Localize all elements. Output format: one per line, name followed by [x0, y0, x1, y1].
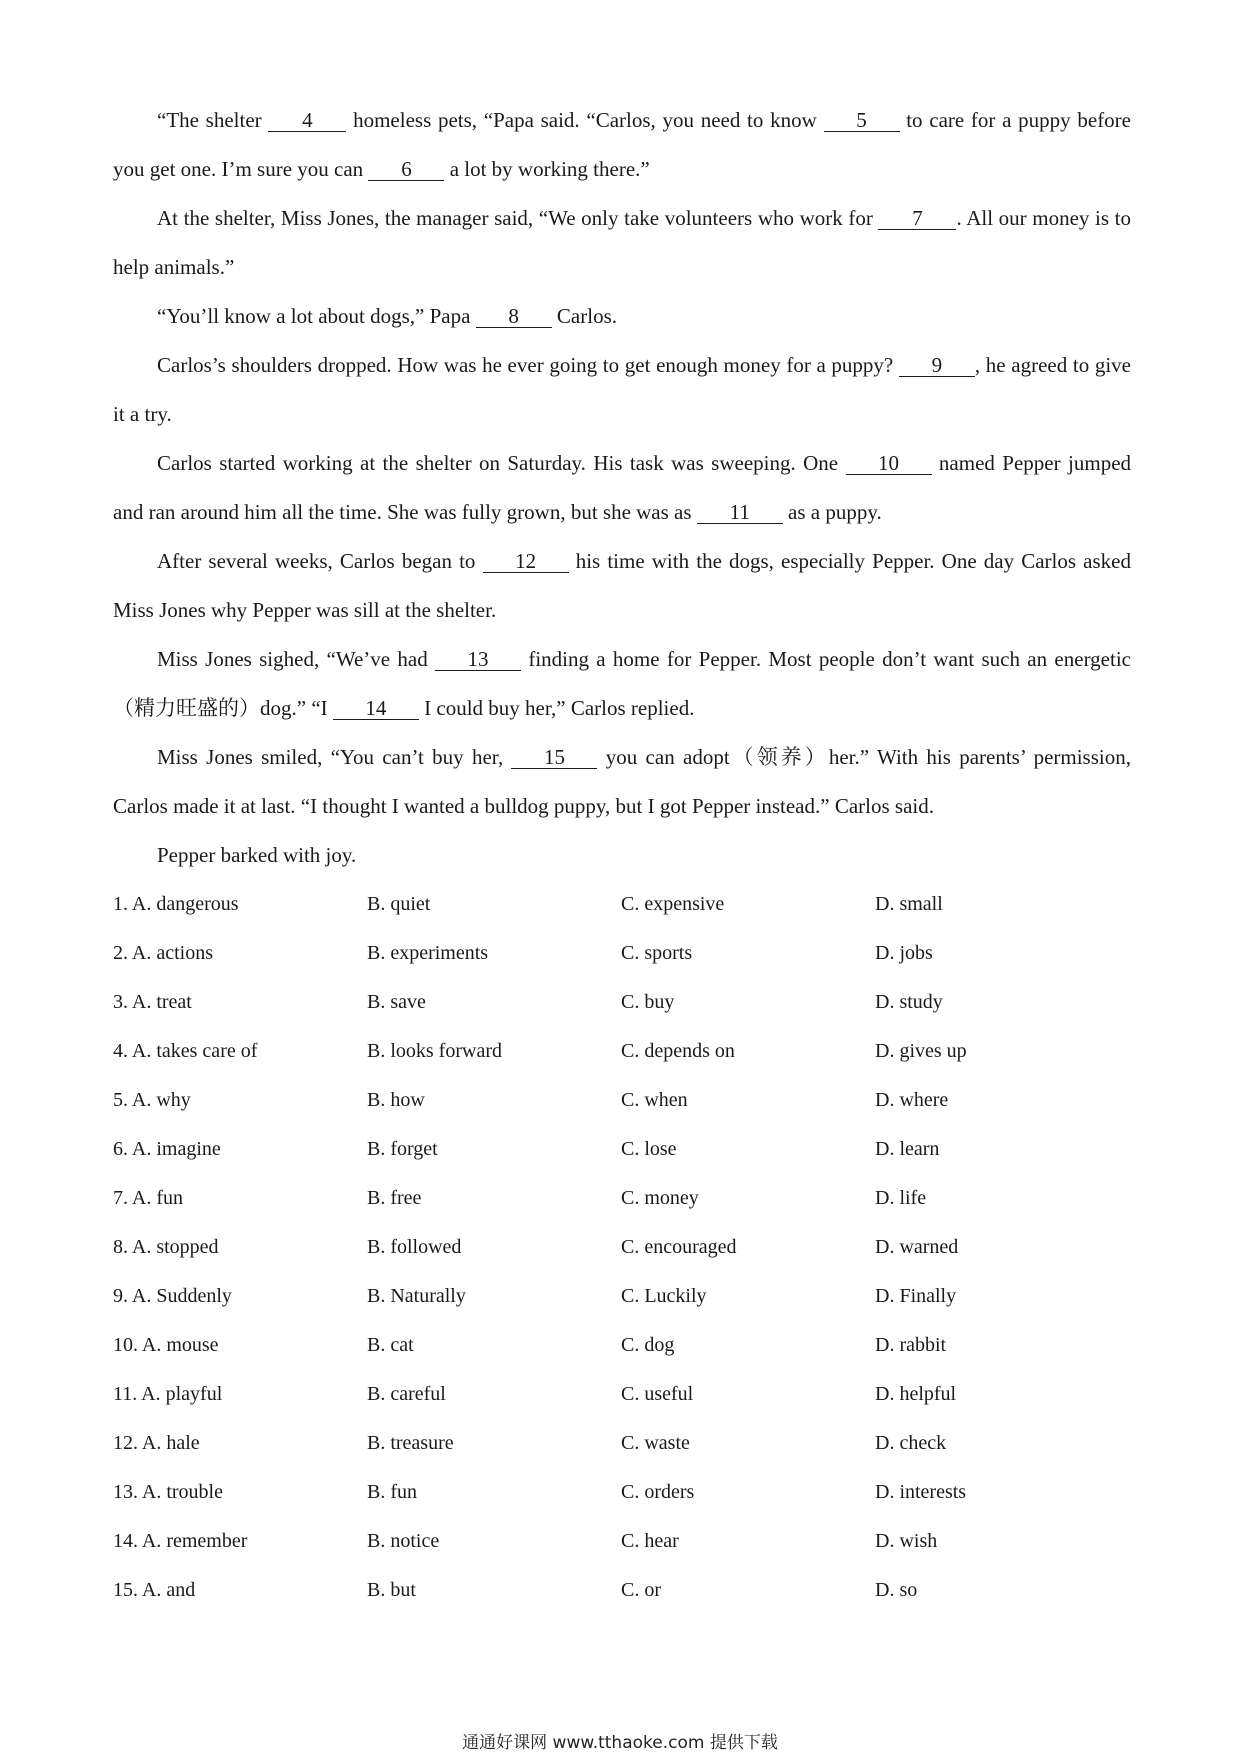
text: Miss Jones sighed, “We’ve had	[157, 647, 436, 671]
option-c: C. money	[621, 1187, 699, 1209]
text: to care for a puppy before you get one. I’m sure you can	[113, 108, 1131, 181]
blank-6: 6	[368, 158, 444, 181]
blank-4: 4	[268, 109, 346, 132]
option-b: B. free	[367, 1187, 422, 1209]
option-row	[113, 1566, 1131, 1615]
text: “The shelter	[157, 108, 269, 132]
blank-8: 8	[476, 305, 552, 328]
option-d: D. Finally	[875, 1285, 957, 1307]
text: his time with the dogs, especially Pepper. One day Carlos asked Miss Jones why Pepper was sill at the shelter.	[113, 549, 1131, 622]
option-row	[113, 1468, 1131, 1517]
option-d: D. warned	[875, 1236, 959, 1258]
option-d: D. small	[875, 893, 943, 915]
option-row	[113, 1027, 1131, 1076]
option-b: B. experiments	[367, 942, 489, 964]
option-row	[113, 1321, 1131, 1370]
paragraph-8	[113, 733, 1131, 831]
page-footer: 通通好课网 www.tthaoke.com 提供下载	[462, 1733, 778, 1753]
option-d: D. gives up	[875, 1040, 967, 1062]
option-a: 12. A. hale	[113, 1432, 200, 1454]
option-a: 7. A. fun	[113, 1187, 183, 1209]
option-b: B. Naturally	[367, 1285, 466, 1307]
option-a: 15. A. and	[113, 1579, 196, 1601]
option-c: C. buy	[621, 991, 675, 1013]
text: a lot by working there.”	[444, 157, 650, 181]
paragraph-1	[113, 96, 1131, 194]
blank-7: 7	[878, 207, 956, 230]
paragraph-3	[113, 292, 1131, 341]
text: After several weeks, Carlos began to	[157, 549, 483, 573]
blank-5: 5	[824, 109, 900, 132]
option-row	[113, 1174, 1131, 1223]
option-row	[113, 1419, 1131, 1468]
option-b: B. treasure	[367, 1432, 454, 1454]
option-d: D. life	[875, 1187, 927, 1209]
paragraph-6	[113, 537, 1131, 635]
text: I could buy her,” Carlos replied.	[418, 696, 695, 720]
text: , he agreed to give it a try.	[113, 353, 1131, 426]
option-a: 9. A. Suddenly	[113, 1285, 232, 1307]
option-d: D. where	[875, 1089, 949, 1111]
option-row	[113, 929, 1131, 978]
option-a: 10. A. mouse	[113, 1334, 219, 1356]
text: Carlos started working at the shelter on Saturday. His task was sweeping. One	[157, 451, 846, 475]
option-a: 8. A. stopped	[113, 1236, 219, 1258]
option-b: B. forget	[367, 1138, 438, 1160]
text: . All our money is to help animals.”	[113, 206, 1131, 279]
blank-11: 11	[697, 501, 783, 524]
text: Carlos’s shoulders dropped. How was he ever going to get enough money for a puppy?	[157, 353, 899, 377]
option-c: C. when	[621, 1089, 688, 1111]
text: Carlos.	[551, 304, 617, 328]
option-a: 1. A. dangerous	[113, 893, 239, 915]
paragraph-4	[113, 341, 1131, 439]
text: you can adopt（领养）her.” With his parents’ permission, Carlos made it at last. “I thought I wanted a bulldog puppy, but I got Pepper instead.” Carlos said.	[113, 745, 1131, 818]
option-b: B. fun	[367, 1481, 417, 1503]
option-d: D. check	[875, 1432, 947, 1454]
option-a: 6. A. imagine	[113, 1138, 221, 1160]
option-c: C. orders	[621, 1481, 695, 1503]
option-d: D. wish	[875, 1530, 938, 1552]
cloze-passage	[113, 96, 1131, 880]
blank-12: 12	[483, 550, 569, 573]
blank-9: 9	[899, 354, 975, 377]
option-b: B. careful	[367, 1383, 446, 1405]
option-row	[113, 1125, 1131, 1174]
option-d: D. learn	[875, 1138, 940, 1160]
option-d: D. rabbit	[875, 1334, 947, 1356]
option-a: 2. A. actions	[113, 942, 213, 964]
option-c: C. depends on	[621, 1040, 735, 1062]
paragraph-9	[113, 831, 1131, 880]
option-c: C. dog	[621, 1334, 675, 1356]
paragraph-5	[113, 439, 1131, 537]
paragraph-2	[113, 194, 1131, 292]
option-row	[113, 978, 1131, 1027]
option-c: C. hear	[621, 1530, 679, 1552]
option-b: B. but	[367, 1579, 416, 1601]
option-b: B. save	[367, 991, 426, 1013]
option-c: C. useful	[621, 1383, 694, 1405]
option-d: D. jobs	[875, 942, 933, 964]
option-a: 5. A. why	[113, 1089, 191, 1111]
option-c: C. or	[621, 1579, 661, 1601]
option-b: B. cat	[367, 1334, 414, 1356]
option-row	[113, 1076, 1131, 1125]
text: At the shelter, Miss Jones, the manager said, “We only take volunteers who work for	[157, 206, 879, 230]
option-c: C. waste	[621, 1432, 690, 1454]
blank-13: 13	[435, 648, 521, 671]
option-b: B. notice	[367, 1530, 440, 1552]
text: “You’ll know a lot about dogs,” Papa	[157, 304, 476, 328]
text: Pepper barked with joy.	[157, 843, 357, 867]
option-d: D. study	[875, 991, 943, 1013]
option-a: 14. A. remember	[113, 1530, 248, 1552]
option-b: B. looks forward	[367, 1040, 502, 1062]
option-a: 3. A. treat	[113, 991, 192, 1013]
text: as a puppy.	[782, 500, 882, 524]
option-row	[113, 1223, 1131, 1272]
option-b: B. quiet	[367, 893, 431, 915]
text: homeless pets, “Papa said. “Carlos, you need to know	[346, 108, 824, 132]
answer-options	[113, 880, 1131, 1615]
text: named Pepper jumped and ran around him all the time. She was fully grown, but she was as	[113, 451, 1132, 524]
option-a: 13. A. trouble	[113, 1481, 223, 1503]
option-d: D. interests	[875, 1481, 967, 1503]
option-d: D. helpful	[875, 1383, 957, 1405]
paragraph-7	[113, 635, 1131, 733]
text: Miss Jones smiled, “You can’t buy her,	[157, 745, 512, 769]
option-b: B. followed	[367, 1236, 462, 1258]
option-c: C. sports	[621, 942, 693, 964]
text: finding a home for Pepper. Most people don’t want such an energetic（精力旺盛的）dog.” “I	[113, 647, 1131, 720]
blank-10: 10	[846, 452, 932, 475]
option-c: C. encouraged	[621, 1236, 737, 1258]
option-a: 4. A. takes care of	[113, 1040, 258, 1062]
option-c: C. lose	[621, 1138, 677, 1160]
option-row	[113, 1272, 1131, 1321]
blank-15: 15	[511, 746, 597, 769]
blank-14: 14	[333, 697, 419, 720]
option-row	[113, 1370, 1131, 1419]
option-row	[113, 880, 1131, 929]
option-a: 11. A. playful	[113, 1383, 223, 1405]
option-b: B. how	[367, 1089, 425, 1111]
option-c: C. expensive	[621, 893, 725, 915]
option-c: C. Luckily	[621, 1285, 707, 1307]
option-row	[113, 1517, 1131, 1566]
option-d: D. so	[875, 1579, 918, 1601]
